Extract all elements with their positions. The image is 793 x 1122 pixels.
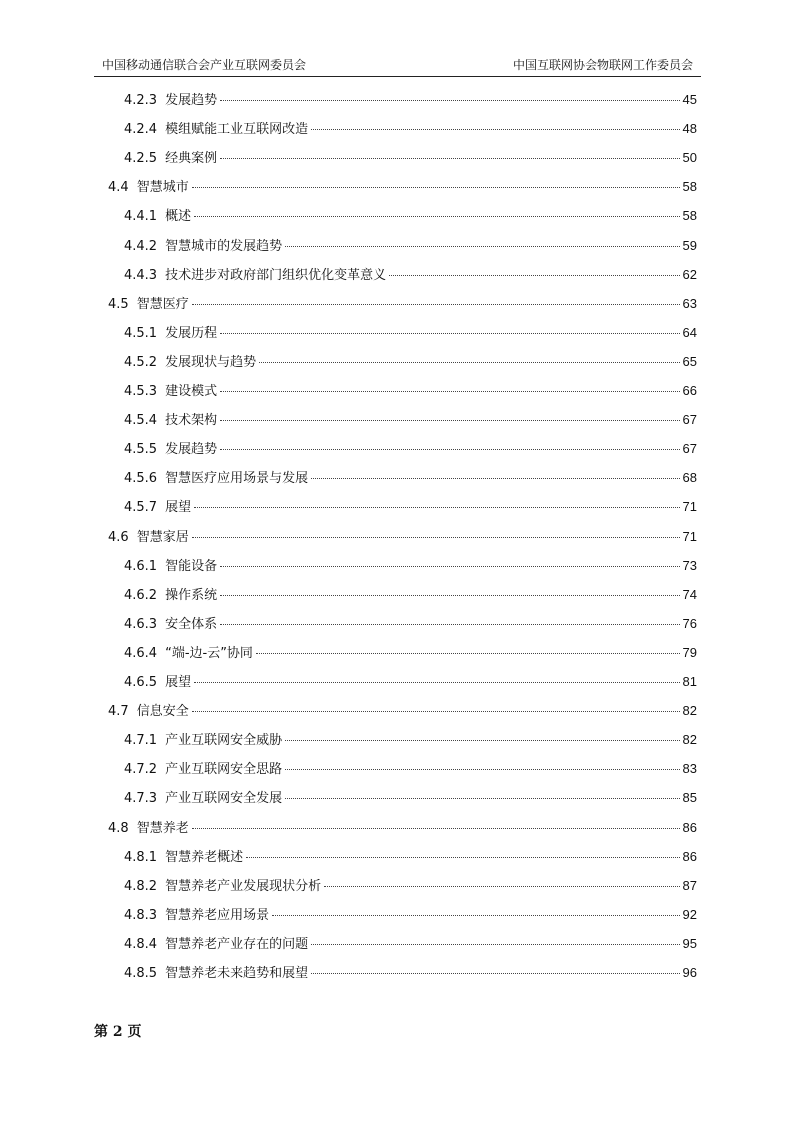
toc-entry-number: 4.4.1 xyxy=(124,209,158,225)
page-number: 第 2 页 xyxy=(94,1024,142,1040)
toc-entry-title: 产业互联网安全威胁 xyxy=(165,733,283,749)
toc-dot-leader xyxy=(220,158,679,159)
toc-entry[interactable] xyxy=(124,88,697,112)
toc-entry-number: 4.7.2 xyxy=(124,762,158,778)
toc-entry-number: 4.6.5 xyxy=(124,675,158,690)
toc-entry-page: 66 xyxy=(682,383,697,398)
toc-dot-leader xyxy=(272,915,679,916)
toc-dot-leader xyxy=(220,391,679,392)
toc-dot-leader xyxy=(285,740,679,741)
toc-entry-page: 50 xyxy=(682,150,697,166)
toc-entry-title: 发展趋势 xyxy=(165,442,218,458)
toc-dot-leader xyxy=(192,304,680,305)
toc-entry-page: 58 xyxy=(682,208,697,224)
toc-entry-page: 82 xyxy=(682,703,697,719)
toc-entry-number: 4.8.5 xyxy=(124,966,158,981)
toc-entry-page: 74 xyxy=(682,586,697,602)
toc-entry-title: 智慧医疗应用场景与发展 xyxy=(165,471,309,487)
toc-dot-leader xyxy=(311,973,679,974)
toc-dot-leader xyxy=(246,857,679,858)
toc-entry-number: 4.8 xyxy=(108,820,129,836)
toc-dot-leader xyxy=(192,828,680,829)
toc-entry-number: 4.6.1 xyxy=(124,558,158,574)
header-left-org: 中国移动通信联合会产业互联网委员会 xyxy=(102,58,307,72)
toc-dot-leader xyxy=(194,216,679,217)
toc-dot-leader xyxy=(220,333,679,334)
toc-entry-title: 智慧家居 xyxy=(136,529,189,545)
toc-dot-leader xyxy=(194,507,679,508)
toc-entry-number: 4.5.3 xyxy=(124,384,158,399)
toc-entry-page: 48 xyxy=(682,121,697,137)
toc-entry-page: 79 xyxy=(682,644,697,660)
toc-dot-leader xyxy=(220,449,679,450)
toc-entry-number: 4.5.4 xyxy=(124,413,158,429)
toc-entry-page: 67 xyxy=(682,412,697,428)
toc-entry-page: 81 xyxy=(682,674,697,689)
toc-entry[interactable] xyxy=(124,321,697,345)
toc-dot-leader xyxy=(259,362,679,363)
toc-entry-page: 59 xyxy=(682,237,697,253)
toc-entry[interactable] xyxy=(124,437,697,461)
toc-entry[interactable] xyxy=(124,874,697,898)
toc-entry-page: 73 xyxy=(682,557,697,573)
toc-entry-title: 发展趋势 xyxy=(165,93,218,108)
toc-dot-leader xyxy=(220,566,679,567)
toc-entry[interactable] xyxy=(124,204,697,228)
toc-entry-title: 概述 xyxy=(165,209,192,225)
toc-entry[interactable] xyxy=(124,641,697,665)
toc-entry-number: 4.2.5 xyxy=(124,151,158,167)
toc-entry-title: 技术架构 xyxy=(165,413,218,429)
toc-entry-number: 4.5.7 xyxy=(124,500,158,516)
toc-dot-leader xyxy=(194,682,679,683)
toc-entry-number: 4.8.4 xyxy=(124,936,158,952)
toc-dot-leader xyxy=(192,187,680,188)
toc-entry-page: 71 xyxy=(682,499,697,515)
toc-entry-title: 模组赋能工业互联网改造 xyxy=(165,122,309,138)
toc-entry-number: 4.2.3 xyxy=(124,93,158,108)
toc-entry-page: 82 xyxy=(682,732,697,748)
toc-dot-leader xyxy=(220,100,679,101)
toc-entry-title: “端-边-云”协同 xyxy=(165,645,253,661)
toc-entry-page: 76 xyxy=(682,615,697,631)
toc-dot-leader xyxy=(220,595,679,596)
toc-entry-title: 智慧城市的发展趋势 xyxy=(165,238,283,254)
toc-entry-number: 4.4.3 xyxy=(124,267,158,283)
toc-entry-number: 4.6 xyxy=(108,529,129,545)
toc-entry[interactable] xyxy=(124,932,697,956)
toc-entry-page: 62 xyxy=(682,266,697,282)
toc-entry[interactable] xyxy=(108,175,697,199)
toc-dot-leader xyxy=(311,944,679,945)
toc-entry[interactable] xyxy=(124,466,697,490)
toc-dot-leader xyxy=(192,537,680,538)
toc-entry-title: 产业互联网安全思路 xyxy=(165,762,283,778)
toc-entry[interactable] xyxy=(124,728,697,752)
toc-entry[interactable] xyxy=(108,699,697,723)
toc-entry-title: 建设模式 xyxy=(165,384,218,399)
toc-entry-title: 发展现状与趋势 xyxy=(165,354,257,370)
toc-entry-title: 智慧养老应用场景 xyxy=(165,907,270,923)
toc-dot-leader xyxy=(192,711,680,712)
toc-entry-title: 安全体系 xyxy=(165,616,218,632)
toc-entry-number: 4.8.2 xyxy=(124,878,158,894)
toc-entry-page: 83 xyxy=(682,761,697,777)
toc-entry-title: 智慧养老未来趋势和展望 xyxy=(165,966,309,981)
toc-entry-page: 92 xyxy=(682,906,697,922)
toc-dot-leader xyxy=(256,653,680,654)
toc-entry[interactable] xyxy=(108,525,697,549)
toc-entry[interactable] xyxy=(124,845,697,869)
toc-entry[interactable] xyxy=(124,146,697,170)
toc-entry-title: 智慧医疗 xyxy=(136,296,189,312)
toc-entry-page: 71 xyxy=(682,528,697,544)
toc-entry[interactable] xyxy=(124,583,697,607)
toc-entry-title: 发展历程 xyxy=(165,325,218,341)
toc-entry-number: 4.8.3 xyxy=(124,907,158,923)
toc-entry-number: 4.7.3 xyxy=(124,791,158,807)
toc-entry-page: 67 xyxy=(682,441,697,457)
toc-entry[interactable] xyxy=(124,495,697,519)
toc-entry-title: 信息安全 xyxy=(136,704,189,720)
toc-entry-number: 4.5.1 xyxy=(124,325,158,341)
toc-entry-number: 4.7 xyxy=(108,704,129,720)
toc-entry-number: 4.5.5 xyxy=(124,442,158,458)
toc-entry-title: 智慧城市 xyxy=(136,180,189,196)
page-header xyxy=(94,56,701,77)
toc-entry-number: 4.4 xyxy=(108,180,129,196)
toc-entry-page: 86 xyxy=(682,848,697,864)
toc-entry-title: 展望 xyxy=(165,675,192,690)
toc-entry-page: 86 xyxy=(682,819,697,835)
toc-entry[interactable] xyxy=(124,554,697,578)
toc-dot-leader xyxy=(220,624,679,625)
toc-entry-page: 87 xyxy=(682,877,697,893)
toc-dot-leader xyxy=(285,798,679,799)
toc-entry-number: 4.6.4 xyxy=(124,645,158,661)
toc-entry-number: 4.6.2 xyxy=(124,587,158,603)
toc-entry-page: 58 xyxy=(682,179,697,195)
toc-entry[interactable] xyxy=(124,408,697,432)
toc-entry-number: 4.5 xyxy=(108,296,129,312)
toc-dot-leader xyxy=(311,478,679,479)
toc-entry[interactable] xyxy=(108,816,697,840)
toc-entry-page: 45 xyxy=(682,92,697,107)
toc-entry-page: 95 xyxy=(682,935,697,951)
toc-entry[interactable] xyxy=(124,117,697,141)
toc-entry-number: 4.5.6 xyxy=(124,471,158,487)
toc-entry-title: 智慧养老产业发展现状分析 xyxy=(165,878,322,894)
toc-dot-leader xyxy=(285,246,679,247)
header-right-org: 中国互联网协会物联网工作委员会 xyxy=(512,58,693,72)
toc-entry-title: 智慧养老概述 xyxy=(165,849,244,865)
toc-entry-page: 63 xyxy=(682,295,697,311)
toc-entry[interactable] xyxy=(124,786,697,810)
toc-entry-page: 68 xyxy=(682,470,697,486)
toc-entry-number: 4.4.2 xyxy=(124,238,158,254)
toc-entry-page: 64 xyxy=(682,324,697,340)
toc-entry-page: 65 xyxy=(682,353,697,369)
toc-entry-title: 经典案例 xyxy=(165,151,218,167)
toc-entry-title: 技术进步对政府部门组织优化变革意义 xyxy=(165,267,387,283)
toc-entry-title: 操作系统 xyxy=(165,587,218,603)
toc-entry-number: 4.7.1 xyxy=(124,733,158,749)
toc-dot-leader xyxy=(285,769,679,770)
toc-entry[interactable] xyxy=(108,292,697,316)
toc-entry[interactable] xyxy=(124,379,697,403)
toc-entry-number: 4.5.2 xyxy=(124,354,158,370)
toc-entry-number: 4.2.4 xyxy=(124,122,158,138)
toc-dot-leader xyxy=(389,275,679,276)
toc-dot-leader xyxy=(311,129,679,130)
toc-dot-leader xyxy=(220,420,679,421)
toc-dot-leader xyxy=(324,886,679,887)
toc-entry[interactable] xyxy=(124,757,697,781)
toc-entry[interactable] xyxy=(124,961,697,985)
toc-entry[interactable] xyxy=(124,263,697,287)
toc-entry[interactable] xyxy=(124,234,697,258)
toc-entry-title: 智能设备 xyxy=(165,558,218,574)
toc-entry-title: 展望 xyxy=(165,500,192,516)
toc-entry-page: 96 xyxy=(682,965,697,980)
toc-entry-number: 4.8.1 xyxy=(124,849,158,865)
toc-entry[interactable] xyxy=(124,350,697,374)
toc-entry[interactable] xyxy=(124,903,697,927)
toc-entry-title: 智慧养老产业存在的问题 xyxy=(165,936,309,952)
toc-entry[interactable] xyxy=(124,670,697,694)
toc-entry-title: 智慧养老 xyxy=(136,820,189,836)
toc-entry-page: 85 xyxy=(682,790,697,806)
toc-entry-number: 4.6.3 xyxy=(124,616,158,632)
toc-entry-title: 产业互联网安全发展 xyxy=(165,791,283,807)
toc-entry[interactable] xyxy=(124,612,697,636)
